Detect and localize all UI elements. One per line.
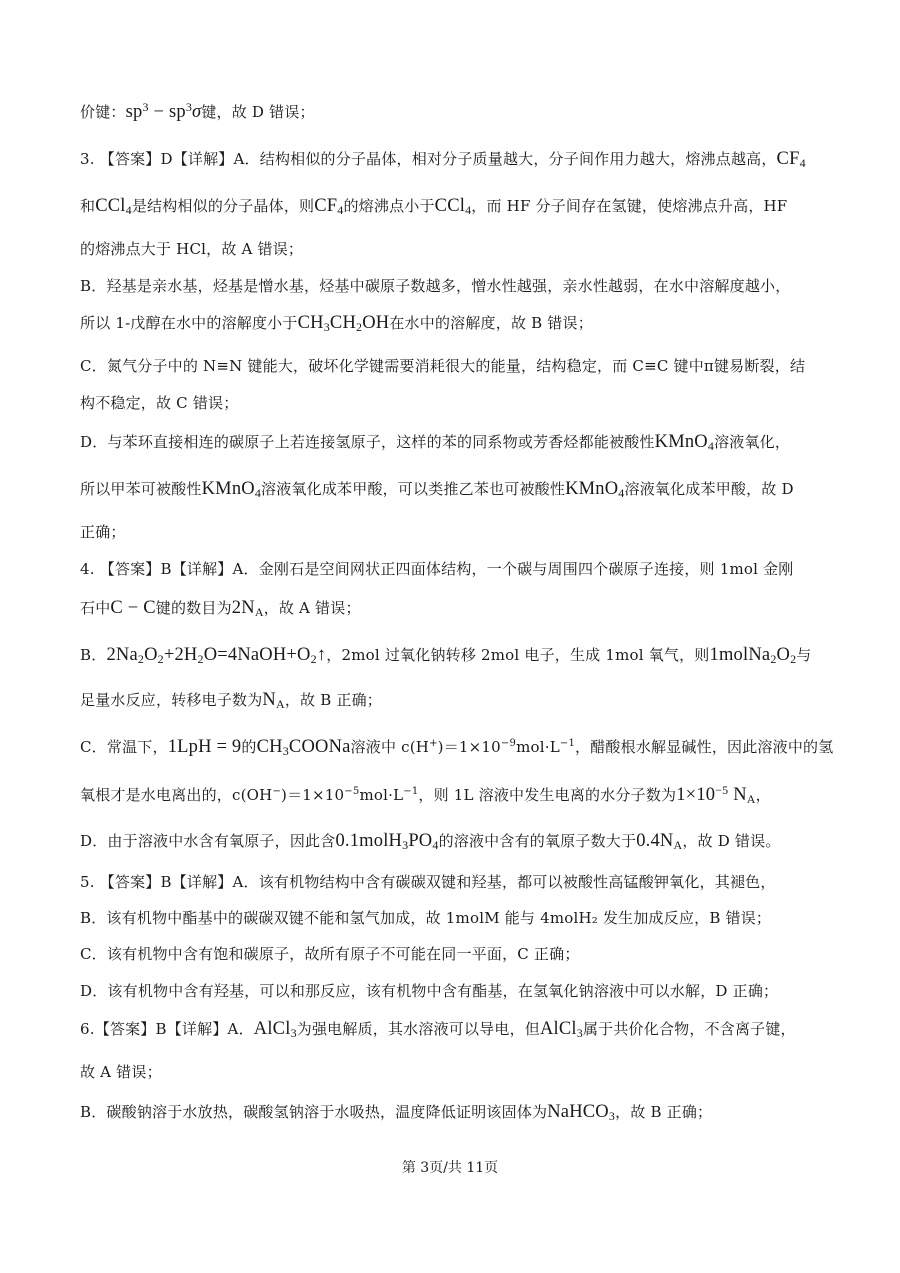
text-line: B．该有机物中酯基中的碳碳双键不能和氢气加成，故 1molM 能与 4molH₂ 发生加成反应，B 错误； — [80, 909, 772, 927]
text: 键，故 D 错误； — [201, 103, 315, 121]
formula-2na: $2N_A$ — [231, 598, 264, 619]
text-line: B．羟基是亲水基，烃基是憎水基，烃基中碳原子数越多，憎水性越强，亲水性越弱，在水中溶解度越小， — [80, 277, 791, 295]
text-line: 足量水反应，转移电子数为$N_A$，故 B 正确； — [80, 690, 383, 711]
text-line: B．$2Na_2O_2+2H_2O=4NaOH+O_2↑$，2mol 过氧化钠转移 2mol 电子，生成 1mol 氧气，则$1molNa_2O_2$与 — [80, 645, 812, 666]
formula-alcl3: AlCl$_3$ — [253, 1019, 297, 1040]
formula-ch3coona: $CH_3COONa$ — [256, 737, 351, 758]
formula-reaction-equation: $2Na_2O_2+2H_2O=4NaOH+O_2↑$ — [106, 645, 327, 666]
formula-na2o2: $1molNa_2O_2$ — [709, 645, 797, 666]
formula-sp3-sp3-sigma: $sp^3 - sp^3\sigma$ — [125, 100, 202, 122]
text-line: D．由于溶液中水含有氧原子，因此含$0.1molH_3PO_4$的溶液中含有的氧原子数大于$0.4N_A$，故 D 错误。 — [80, 831, 781, 852]
text-line: 氧根才是水电离出的，$c(OH^-)=1\times 10^{-5}mol\cdot L^{-1}$，则 1L 溶液中发生电离的水分子数为$1\times 10^{-5}$ $N_A$， — [80, 783, 771, 806]
formula-water-molecules: $1\times 10^{-5}$ $N_A$ — [676, 783, 756, 806]
text-line: 所以 1-戊醇在水中的溶解度小于$CH_3CH_2OH$在水中的溶解度，故 B 错误； — [80, 313, 593, 334]
text-line: 正确； — [80, 523, 126, 541]
text-line: 所以甲苯可被酸性KMnO$_4$溶液氧化成苯甲酸，可以类推乙苯也可被酸性KMnO$_4$溶液氧化成苯甲酸，故 D — [80, 479, 794, 500]
text-line: 石中C − C键的数目为$2N_A$，故 A 错误； — [80, 598, 361, 619]
formula-kmno4: KMnO$_4$ — [201, 479, 262, 500]
text-line: 4. 【答案】B【详解】A．金刚石是空间网状正四面体结构，一个碳与周围四个碳原子连接，则 1mol 金刚 — [80, 560, 794, 578]
text-line — [80, 148, 830, 170]
text-line: 构不稳定，故 C 错误； — [80, 394, 239, 412]
formula-ccl4: CCl$_4$ — [434, 196, 472, 217]
text-line: 和CCl$_4$是结构相似的分子晶体，则$CF_4$的熔沸点小于CCl$_4$，而 HF 分子间存在氢键，使熔沸点升高，HF — [80, 196, 788, 217]
text: 价键： — [80, 103, 126, 121]
formula-na: $N_A$ — [262, 690, 285, 711]
text-line: C．该有机物中含有饱和碳原子，故所有原子不可能在同一平面，C 正确； — [80, 945, 580, 963]
formula-kmno4: KMnO$_4$ — [565, 479, 625, 500]
text-line: D．与苯环直接相连的碳原子上若连接氢原子，这样的苯的同系物或芳香烃都能被酸性KMnO$_4$溶液氧化， — [80, 432, 791, 453]
text-line: B．碳酸钠溶于水放热，碳酸氢钠溶于水吸热，温度降低证明该固体为NaHCO$_3$，故 B 正确； — [80, 1102, 713, 1123]
formula-lph: 1LpH = 9 — [167, 737, 242, 757]
formula-cf4: $CF_4$ — [314, 196, 344, 217]
text-line: C．氮气分子中的 N≡N 键能大，破坏化学键需要消耗很大的能量，结构稳定，而 C≡C 键中π键易断裂，结 — [80, 357, 806, 375]
formula-kmno4: KMnO$_4$ — [654, 432, 715, 453]
text-line: 6.【答案】B【详解】A．AlCl$_3$为强电解质，其水溶液可以导电，但AlCl$_3$属于共价化合物，不含离子键， — [80, 1019, 796, 1040]
page-footer: 第 3页/共 11页 — [401, 1160, 499, 1176]
text-line: C．常温下，1LpH = 9的$CH_3COONa$溶液中 $c(H^+)=1\times 10^{-9}mol\cdot L^{-1}$，醋酸根水解显碱性，因此溶液中的氢 — [80, 737, 834, 758]
formula-ccl4: CCl$_4$ — [95, 196, 132, 217]
formula-cf4: $CF_4$ — [776, 149, 806, 170]
text-line: 故 A 错误； — [80, 1063, 162, 1081]
text-line: 的熔沸点大于 HCl，故 A 错误； — [80, 240, 304, 258]
text-line: 5. 【答案】B【详解】A．该有机物结构中含有碳碳双键和羟基，都可以被酸性高锰酸钾氧化，其褪色， — [80, 873, 776, 891]
text-line — [80, 101, 830, 123]
text: 3. 【答案】D【详解】A．结构相似的分子晶体，相对分子质量越大，分子间作用力越大，熔沸点越高， — [80, 150, 777, 168]
formula-04na: $0.4N_A$ — [636, 831, 683, 852]
formula-c-c: C − C — [110, 598, 156, 618]
text-line: D．该有机物中含有羟基，可以和那反应，该有机物中含有酯基，在氢氧化钠溶液中可以水解，D 正确； — [80, 982, 779, 1000]
formula-h3po4: $0.1molH_3PO_4$ — [335, 831, 439, 852]
formula-alcl3: AlCl$_3$ — [539, 1019, 583, 1040]
formula-ch3ch2oh: $CH_3CH_2OH$ — [297, 313, 390, 334]
formula-nahco3: NaHCO$_3$ — [547, 1102, 616, 1123]
